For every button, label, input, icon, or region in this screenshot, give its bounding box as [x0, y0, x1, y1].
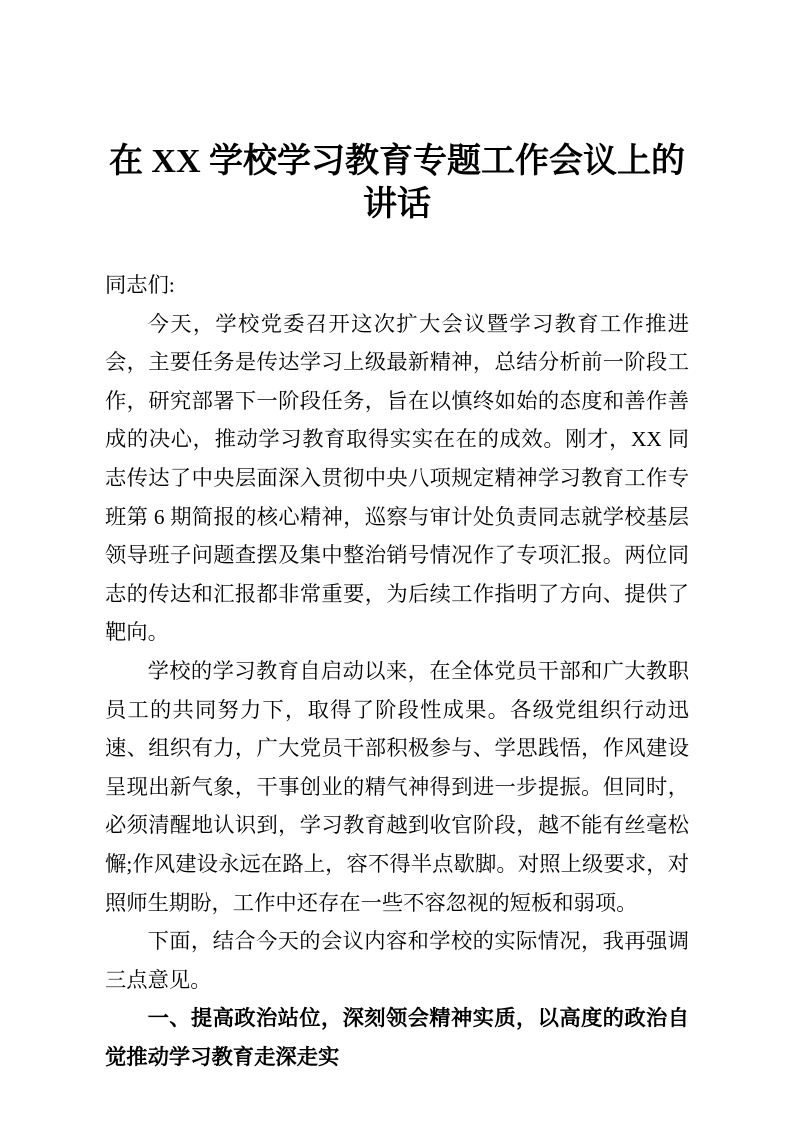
section-heading: 一、提高政治站位，深刻领会精神实质，以高度的政治自觉推动学习教育走深走实 — [105, 1006, 689, 1069]
salutation: 同志们: — [105, 273, 175, 297]
paragraph: 下面，结合今天的会议内容和学校的实际情况，我再强调三点意见。 — [105, 929, 689, 992]
paragraph-list — [105, 305, 689, 1077]
document-body — [105, 266, 689, 1076]
paragraph: 今天，学校党委召开这次扩大会议暨学习教育工作推进会，主要任务是传达学习上级最新精神，总结分析前一阶段工作，研究部署下一阶段任务，旨在以慎终如始的态度和善作善成的决心，推动学习教育取得实实在在的成效。刚才，XX 同志传达了中央层面深入贯彻中央八项规定精神学习教育工作专班第 6 期简报的核心精神，巡察与审计处负责同志就学校基层领导班子问题查摆及集中整治销号情况作了专项汇报。两位同志的传达和汇报都非常重要，为后续工作指明了方向、提供了靶向。 — [105, 311, 689, 645]
document-title: 在 XX 学校学习教育专题工作会议上的讲话 — [108, 143, 686, 223]
paragraph: 学校的学习教育自启动以来，在全体党员干部和广大教职员工的共同努力下，取得了阶段性成果。各级党组织行动迅速、组织有力，广大党员干部积极参与、学思践悟，作风建设呈现出新气象，干事创业的精气神得到进一步提振。但同时，必须清醒地认识到，学习教育越到收官阶段，越不能有丝毫松懈;作风建设永远在路上，容不得半点歇脚。对照上级要求，对照师生期盼，工作中还存在一些不容忽视的短板和弱项。 — [105, 658, 689, 915]
